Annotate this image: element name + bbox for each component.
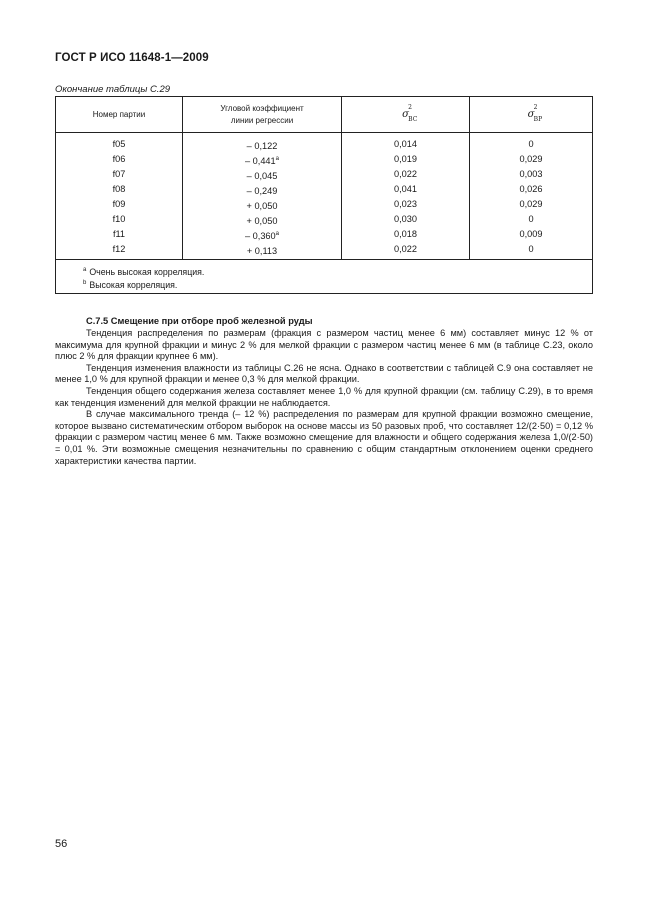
cell-slope: + 0,050 bbox=[246, 201, 278, 211]
cell-sigma-bc: 0,022 bbox=[394, 169, 417, 179]
footnote-a: $^а$ Очень высокая корреляция. bbox=[83, 267, 205, 277]
cell-sigma-bp: 0,003 bbox=[519, 169, 543, 179]
cell-slope: – 0,045 bbox=[246, 171, 278, 181]
table-header-row bbox=[56, 97, 592, 133]
cell-sigma-bp: 0,009 bbox=[519, 229, 543, 239]
table-row bbox=[56, 152, 592, 167]
table-caption: Окончание таблицы С.29 bbox=[55, 84, 171, 95]
sigma-bp-symbol: σ 2 BP bbox=[527, 103, 543, 123]
cell-sigma-bp: 0,029 bbox=[519, 154, 543, 164]
header-sigma-bp bbox=[470, 97, 592, 132]
table-row bbox=[56, 197, 592, 212]
cell-batch: f09 bbox=[112, 199, 126, 209]
cell-slope: – $0,360^а$ bbox=[245, 231, 279, 241]
cell-batch: f07 bbox=[112, 169, 126, 179]
table-row bbox=[56, 212, 592, 227]
cell-batch: f12 bbox=[112, 244, 126, 254]
cell-sigma-bp: 0 bbox=[528, 139, 534, 149]
cell-sigma-bc: 0,018 bbox=[394, 229, 417, 239]
paragraph: В случае максимального тренда (– 12 %) распределения по размерам для крупной фракции возможно смещение, которое вызвано систематическим отбором выборок на основе массы из 50 разовых проб, что составляет 12/(2·50) = 0,12 % фракции с размером частиц менее 6 мм. Также возможно смещение для влажности и общего содержания железа 1,0/(2·50) = 0,01 %. Эти возможные смещения незначительны по сравнению с общим стандартным отклонением оценки среднего характеристики качества партии. bbox=[55, 409, 593, 466]
document-header: ГОСТ Р ИСО 11648-1—2009 bbox=[55, 52, 209, 64]
cell-sigma-bp: 0 bbox=[528, 244, 534, 254]
cell-sigma-bc: 0,023 bbox=[394, 199, 417, 209]
cell-sigma-bp: 0,026 bbox=[519, 184, 543, 194]
table-row bbox=[56, 227, 592, 242]
cell-batch: f05 bbox=[112, 139, 126, 149]
header-slope: Угловой коэффициент линии регрессии bbox=[220, 103, 304, 125]
cell-batch: f08 bbox=[112, 184, 126, 194]
data-table bbox=[55, 96, 593, 294]
cell-sigma-bc: 0,030 bbox=[394, 214, 417, 224]
cell-slope: – 0,249 bbox=[246, 186, 278, 196]
table-row bbox=[56, 242, 592, 257]
cell-sigma-bc: 0,014 bbox=[394, 139, 417, 149]
cell-sigma-bp: 0 bbox=[528, 214, 534, 224]
table-row bbox=[56, 182, 592, 197]
cell-batch: f10 bbox=[112, 214, 126, 224]
paragraph: Тенденция изменения влажности из таблицы С.26 не ясна. Однако в соответствии с таблицей С.9 она составляет не менее 1,0 % для крупной фракции и менее 0,3 % для мелкой фракции. bbox=[55, 362, 593, 385]
paragraph: Тенденция распределения по размерам (фракция с размером частиц менее 6 мм) составляет минус 12 % от максимума для крупной фракции и минус 2 % для мелкой фракции с размером частиц менее 6 мм (в таблице С.23, около плюс 2 % для фракции крупнее 6 мм). bbox=[55, 328, 593, 362]
sigma-bc-symbol: σ 2 BC bbox=[402, 103, 418, 123]
header-sigma-bc bbox=[342, 97, 469, 132]
footnote-b: $^b$ Высокая корреляция. bbox=[83, 280, 178, 290]
table-row bbox=[56, 167, 592, 182]
table-row bbox=[56, 137, 592, 152]
cell-slope: – 0,122 bbox=[246, 141, 278, 151]
header-batch: Номер партии bbox=[92, 109, 146, 119]
section-body bbox=[55, 328, 593, 467]
page-number: 56 bbox=[55, 838, 68, 850]
cell-slope: + 0,113 bbox=[246, 246, 278, 256]
cell-batch: f06 bbox=[112, 154, 126, 164]
cell-sigma-bp: 0,029 bbox=[519, 199, 543, 209]
section-title: С.7.5 Смещение при отборе проб железной руды bbox=[86, 316, 313, 326]
cell-sigma-bc: 0,019 bbox=[394, 154, 417, 164]
paragraph: Тенденция общего содержания железа составляет менее 1,0 % для крупной фракции (см. таблицу С.29), в то время как тенденция изменений для мелкой фракции не наблюдается. bbox=[55, 385, 593, 408]
cell-slope: + 0,050 bbox=[246, 216, 278, 226]
cell-sigma-bc: 0,041 bbox=[394, 184, 417, 194]
cell-slope: – $0,441^а$ bbox=[245, 156, 279, 166]
cell-batch: f11 bbox=[112, 229, 126, 239]
table-footnotes bbox=[56, 259, 592, 293]
cell-sigma-bc: 0,022 bbox=[394, 244, 417, 254]
